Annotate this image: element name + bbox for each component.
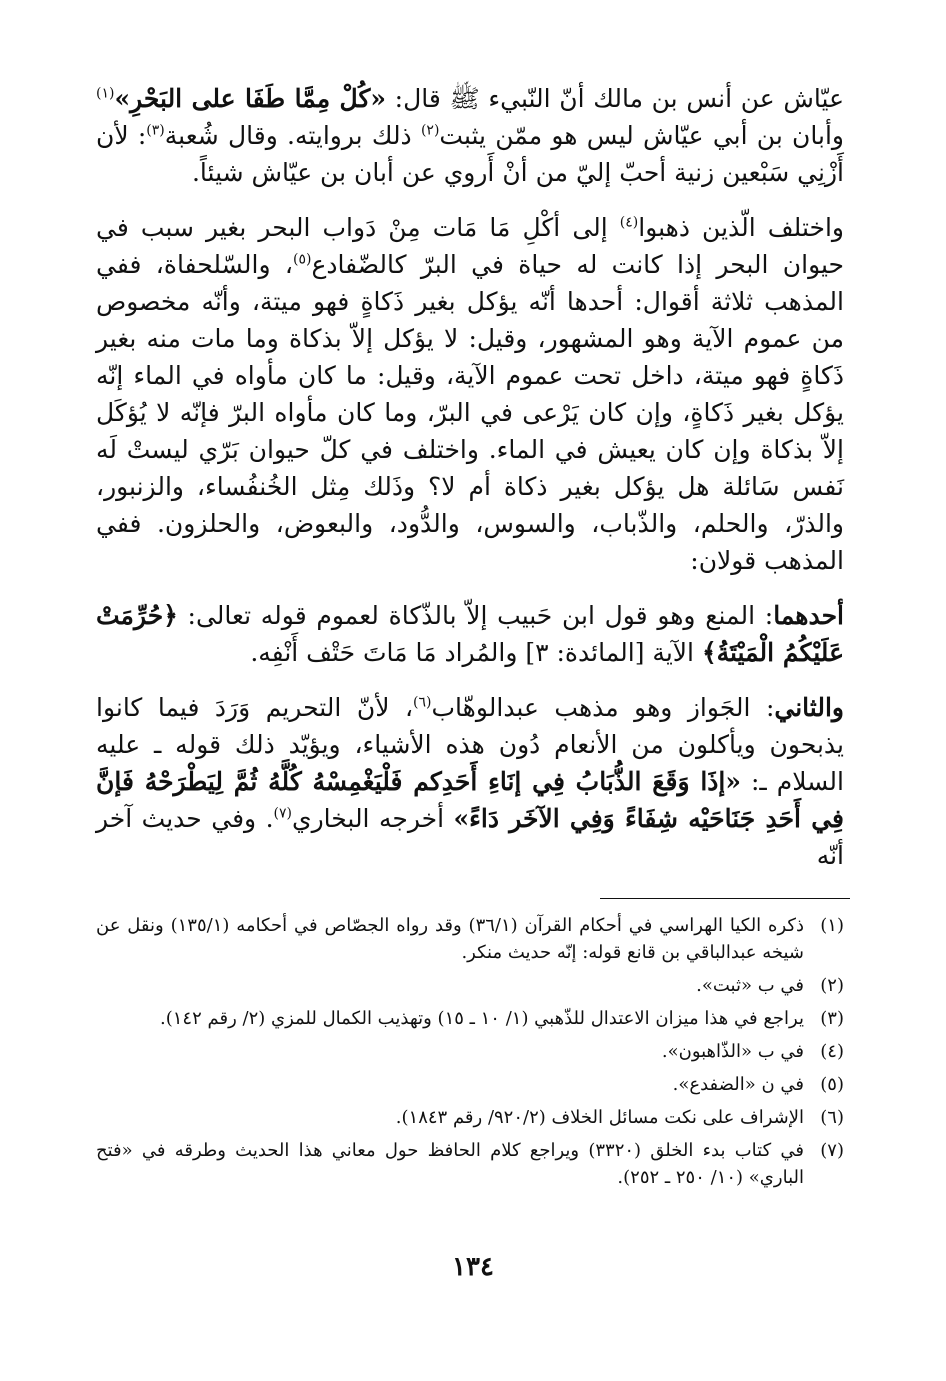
footnote-number: (٥)	[820, 1074, 844, 1095]
text-run: واختلف الّذين ذهبوا	[638, 213, 844, 242]
footnote-ref-5: (٥)	[292, 251, 312, 268]
hadith-quote: «إذَا وَقَعَ الذُّبَابُ فِي إنَاءِ أَحَدِكم فَلْيَغْمِسْهُ كُلَّهُ ثُمَّ لِيَطْرَحْهُ فَإنَّ فِي أَحَدِ جَنَاحَيْه شِفَاءً وَفِي الآخَر دَاءً»	[96, 767, 844, 833]
footnote	[96, 912, 844, 966]
footnote-number: (٣)	[820, 1008, 844, 1029]
opinion-label: والثاني	[774, 693, 844, 722]
text-run: ذلك بروايته. وقال شُعبة	[164, 121, 421, 150]
footnote-ref-4: (٤)	[619, 214, 639, 231]
footnote-separator	[600, 898, 850, 899]
footnote	[96, 1005, 844, 1032]
footnote	[96, 1038, 844, 1065]
paragraph-4	[96, 689, 844, 874]
text-run: ، والسّلحفاة، ففي المذهب ثلاثة أقوال: أحدها أنّه يؤكل بغير ذَكاةٍ فهو ميتة، وأنّه مخصوص من عموم الآية وهو المشهور، وقيل: لا يؤكل إلاّ بذكاة وما مات منه بغير ذَكاةٍ فهو ميتة، داخل تحت عموم الآية، وقيل: ما كان مأواه في الماء إنّه يؤكل بغير ذَكاةٍ، وإن كان يَرْعى في البرّ، وما كان مأواه البرّ فإنّه لا يُؤكَل إلاّ بذكاة وإن كان يعيش في الماء. واختلف في كلّ حيوان بَرّي ليستْ لَه نَفس سَائلة هل يؤكل بغير ذكاة أم لا؟ وذَلك مِثل الخُنفُساء، والزنبور، والذرّ، والحلم، والذّباب، والسوس، والدُّود، والبعوض، والحلزون. ففي المذهب قولان:	[96, 250, 844, 575]
footnotes	[96, 912, 844, 1197]
footnote-text: في ب «الذّاهبون».	[661, 1041, 804, 1062]
paragraph-3	[96, 597, 844, 671]
footnote	[96, 972, 844, 999]
text-run: . وفي حديث آخر أنّه	[96, 804, 844, 870]
footnote	[96, 1104, 844, 1131]
text-run: الآية [المائدة: ٣] والمُراد مَا مَاتَ حَتْف أَنْفِه.	[250, 638, 702, 667]
paragraph-1	[96, 80, 844, 191]
text-run: : المنع وهو قول ابن حَبيب إلاّ بالذّكاة لعموم قوله تعالى:	[177, 601, 774, 630]
footnote-text: الإشراف على نكت مسائل الخلاف (٩٢٠/٢/ رقم ١٨٤٣).	[395, 1107, 804, 1128]
footnote-text: في ب «ثبت».	[696, 975, 804, 996]
text-run: أخرجه البخاري	[292, 804, 454, 833]
footnote-text: في كتاب بدء الخلق (٣٣٢٠) ويراجع كلام الحافظ حول معاني هذا الحديث وطرقه في «فتح الباري» (١٠/ ٢٥٠ ـ ٢٥٢).	[96, 1140, 804, 1188]
footnote	[96, 1137, 844, 1191]
footnote-number: (٢)	[820, 975, 844, 996]
footnote-ref-7: (٧)	[273, 805, 292, 822]
footnote-number: (٦)	[820, 1107, 844, 1128]
paragraph-2	[96, 209, 844, 579]
text-run: : الجَواز وهو مذهب عبدالوهّاب	[431, 693, 775, 722]
footnote-number: (٤)	[820, 1041, 844, 1062]
footnote-number: (١)	[820, 915, 844, 936]
footnote-text: ذكره الكيا الهراسي في أحكام القرآن (٣٦/١) وقد رواه الجصّاص في أحكامه (١٣٥/١) ونقل عن شيخه عبدالباقي بن قانع قوله: إنّه حديث منكر.	[96, 915, 804, 963]
text-run: وأبان بن أبي عيّاش ليس هو ممّن يثبت	[439, 121, 844, 150]
footnote-text: في ن «الضفدع».	[672, 1074, 804, 1095]
footnote-number: (٧)	[820, 1140, 844, 1161]
text-run: إلى أكْلِ مَا مَات مِنْ دَواب البحر بغير سبب في حيوان البحر إذا كانت له حياة في البرّ كالضّفادع	[96, 213, 844, 279]
footnote	[96, 1071, 844, 1098]
text-run: ، لأنّ التحريم وَرَدَ فيما كانوا يذبحون ويأكلون من الأنعام دُون هذه الأشياء، ويؤيّد ذلك قوله ـ عليه السلام ـ:	[96, 693, 844, 796]
opinion-label: أحدهما	[773, 601, 844, 630]
text-run: عيّاش عن أنس بن مالك أنّ النّبيء ﷺ قال:	[385, 84, 844, 113]
main-text	[96, 80, 844, 892]
page-number: ١٣٤	[452, 1252, 494, 1282]
footnote-ref-1: (١)	[96, 85, 115, 102]
hadith-quote: «كُلْ مِمَّا طَفَا على البَحْرِ»	[114, 84, 386, 113]
footnote-text: يراجع في هذا ميزان الاعتدال للذّهبي (١/ ١٠ ـ ١٥) وتهذيب الكمال للمزي (٢/ رقم ١٤٢).	[160, 1008, 804, 1029]
footnote-ref-2: (٢)	[420, 122, 440, 139]
footnote-ref-3: (٣)	[146, 122, 165, 139]
quran-verse: ﴿حُرِّمَتْ عَلَيْكُمُ الْمَيْتَةُ﴾	[96, 601, 844, 667]
footnote-ref-6: (٦)	[413, 694, 432, 711]
text-run: : لأن أَزْنِي سَبْعين زنية أحبّ إليّ من أنْ أَروي عن أبان بن عيّاش شيئاً.	[96, 121, 844, 187]
